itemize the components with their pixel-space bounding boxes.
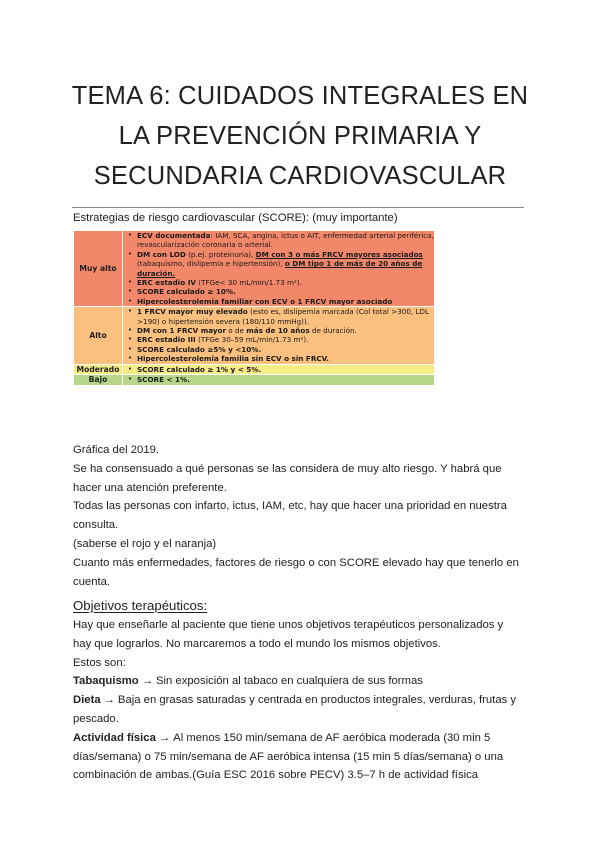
title-line-1: TEMA 6: CUIDADOS INTEGRALES EN (71, 82, 529, 110)
list-item: • Hipercolesterolemia familiar con ECV o 1 FRCV mayor asociado (123, 297, 434, 306)
paragraph: Hay que enseñarle al paciente que tiene unos objetivos terapéuticos personalizados y hay que lograrlos. No marcaremos a todo el mundo los mismos objetivos. (73, 619, 504, 650)
paragraph: Estos son: (73, 656, 126, 669)
arrow-right-icon: → (158, 731, 171, 744)
objetivo-tabaquismo: Tabaquismo → Sin exposición al tabaco en cualquiera de sus formas (73, 675, 423, 688)
score-risk-table (73, 230, 435, 386)
paragraph: Gráfica del 2019. (73, 444, 160, 456)
list-item: • DM con 1 FRCV mayor o de más de 10 años de duración. (123, 326, 434, 335)
bullet: • (127, 307, 133, 316)
list-item: • ERC estadio III (TFGe 30–59 mL/min/1.73 m²). (123, 335, 434, 344)
table-row-muy-alto (74, 231, 435, 307)
list-item: • Hipercolesterolemia familia sin ECV o sin FRCV. (123, 354, 434, 363)
list-item: • SCORE calculado ≥ 10%. (123, 287, 434, 296)
arrow-right-icon: → (103, 694, 115, 707)
level-label: Bajo (74, 375, 123, 385)
objetivo-actividad-fisica: Actividad física → Al menos 150 min/semana de AF aeróbica moderada (30 min 5 días/semana) o 75 min/semana de AF aeróbica intensa (15 min 5 días/semana) o una combinación de ambas.(Guía ESC 2016 sobre PECV) 3.5–7 h de actividad física (73, 731, 504, 782)
page-title (40, 76, 560, 196)
table-row-moderado (74, 364, 435, 374)
bullet: • (127, 335, 133, 344)
objetivos-section (73, 616, 523, 785)
divider (72, 207, 524, 208)
objetivo-label: Dieta (73, 694, 101, 707)
arrow-right-icon: → (141, 675, 153, 688)
bullet: • (127, 344, 133, 353)
objetivo-label: Actividad física (73, 731, 156, 744)
table-row-alto (74, 307, 435, 364)
list-item: • ECV documentada: IAM, SCA, angina, ictus o AIT, enfermedad arterial periférica, revascularización coronaria o arterial. (123, 231, 434, 250)
paragraph: Se ha consensuado a qué personas se las considera de muy alto riesgo. Y habrá que hacer una atención preferente. (73, 462, 502, 494)
level-label: Moderado (74, 364, 123, 374)
criteria-cell (123, 364, 435, 374)
objetivo-label: Tabaquismo (73, 675, 139, 688)
body-text (73, 441, 523, 591)
list-item: • ERC estadio IV (TFGe< 30 mL/min/1.73 m²). (123, 278, 434, 287)
list-item: • 1 FRCV mayor muy elevado (esto es, dislipemia marcada (Col total >300, LDL >190) o hipertensión severa (180/110 mmHg)). (123, 307, 434, 326)
criteria-cell (123, 231, 435, 307)
bullet: • (127, 326, 133, 335)
paragraph: (saberse el rojo y el naranja) (73, 537, 217, 550)
title-line-2: LA PREVENCIÓN PRIMARIA Y (118, 122, 482, 150)
list-item: • SCORE < 1%. (123, 375, 434, 384)
table-caption: Estrategias de riesgo cardiovascular (SCORE): (muy importante) (73, 212, 398, 224)
bullet: • (127, 296, 133, 305)
criteria-cell (123, 307, 435, 364)
paragraph: Cuanto más enfermedades, factores de riesgo o con SCORE elevado hay que tenerlo en cuenta. (73, 556, 519, 588)
bullet: • (127, 231, 133, 239)
bullet: • (127, 354, 133, 363)
table-row-bajo (74, 375, 435, 385)
title-line-3: SECUNDARIA CARDIOVASCULAR (93, 162, 507, 190)
objetivo-dieta: Dieta → Baja en grasas saturadas y centrada en productos integrales, verduras, frutas y pescado. (73, 694, 517, 725)
level-label: Muy alto (74, 231, 123, 307)
list-item: • SCORE calculado ≥ 1% y < 5%. (123, 365, 434, 374)
list-item: • DM con LOD (p.ej. proteinuria), DM con 3 o más FRCV mayores asociados (tabaquismo, dislipemia e hipertensión), o DM tipo 1 de más de 20 años de duración. (123, 250, 434, 278)
list-item: • SCORE calculado ≥5% y <10%. (123, 345, 434, 354)
criteria-cell (123, 375, 435, 385)
bullet: • (127, 364, 133, 373)
bullet: • (127, 375, 133, 384)
section-heading: Objetivos terapéuticos: (73, 598, 208, 613)
level-label: Alto (74, 307, 123, 364)
bullet: • (127, 287, 133, 296)
paragraph: Todas las personas con infarto, ictus, IAM, etc, hay que hacer una prioridad en nuestra consulta. (73, 500, 507, 532)
bullet: • (127, 278, 133, 287)
bullet: • (127, 249, 133, 258)
